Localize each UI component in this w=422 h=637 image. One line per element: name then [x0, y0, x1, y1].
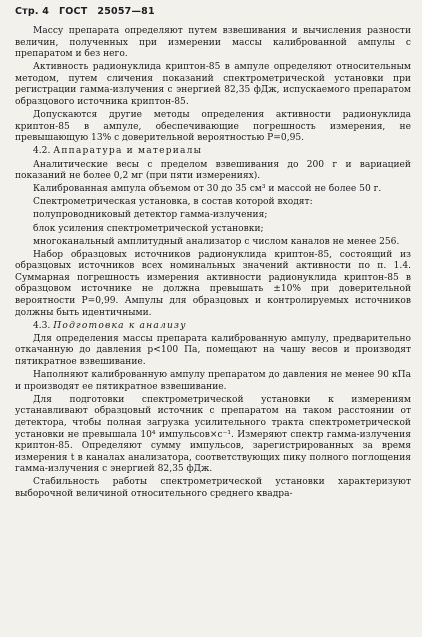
paragraph: Набор образцовых источников радионуклида криптон-85, состоящий из образцовых источников всех номинальных значений активности по п. 1.4. Суммарная погрешность измерения активности радионуклида криптон-85 в образцовом источнике не должна превышать ±10% при доверительной вероятности P=0,99. Ампулы для образцовых и контролируемых источников должны быть идентичными. [15, 249, 411, 318]
paragraph: Аналитические весы с пределом взвешивания до 200 г и вариацией показаний не более 0,2 мг (при пяти измерениях). [15, 159, 411, 182]
list-item: блок усиления спектрометрической установки; [33, 223, 264, 234]
list-item: многоканальный амплитудный анализатор с числом каналов не менее 256. [33, 236, 400, 247]
paragraph: Калиброванная ампула объемом от 30 до 35 см³ и массой не более 50 г. [33, 184, 382, 195]
section-number: 4.3. [33, 320, 51, 331]
list-item: полупроводниковый детектор гамма-излучения; [33, 210, 268, 221]
paragraph: Для подготовки спектрометрической установки к измерениям устанавливают образцовый источник с препаратом на таком расстоянии от детектора, чтобы полная загрузка усилительного тракта спектрометрической установки не превышала 10⁴ импульсов×с⁻¹. Измеряют спектр гамма-излучения криптон-85. Определяют сумму импульсов, зарегистрированных за время измерения t в каналах анализатора, соответствующих пику полного поглощения гамма-излучения с энергией 82,35 фДж. [15, 394, 411, 475]
page-number: Стр. 4 [15, 6, 50, 17]
section-heading [15, 146, 411, 158]
paragraph: Стабильность работы спектрометрической установки характеризуют выборочной величиной относительного среднего квадра- [15, 477, 411, 500]
section-heading [15, 321, 411, 333]
paragraph: Допускаются другие методы определения активности радионуклида криптон-85 в ампуле, обеспечивающие погрешность измерения, не превышающую 13% с доверительной вероятностью P=0,95. [15, 110, 411, 144]
standard-label: ГОСТ [59, 6, 88, 17]
paragraph: Спектрометрическая установка, в состав которой входят: [33, 197, 313, 208]
section-title: Подготовка к анализу [53, 320, 187, 331]
section-title: Аппаратура и материалы [53, 146, 203, 157]
section-number: 4.2. [33, 146, 51, 157]
paragraph: Наполняют калиброванную ампулу препаратом до давления не менее 90 кПа и производят ее пятикратное взвешивание. [15, 370, 411, 392]
document-body [15, 26, 411, 502]
page-header [15, 6, 165, 17]
standard-number: 25057—81 [97, 6, 155, 17]
paragraph: Для определения массы препарата калиброванную ампулу, предварительно откачанную до давления p<100 Па, помещают на чашу весов и производят пятикратное взвешивание. [15, 333, 411, 368]
paragraph: Массу препарата определяют путем взвешивания и вычисления разности величин, полученных при измерении массы калиброванной ампулы с препаратом и без него. [15, 26, 411, 60]
paragraph: Активность радионуклида криптон-85 в ампуле определяют относительным методом, путем сличения показаний спектрометрической установки при регистрации гамма-излучения с энергией 82,35 фДж, испускаемого препаратом образцового источника криптон-85. [15, 62, 411, 108]
